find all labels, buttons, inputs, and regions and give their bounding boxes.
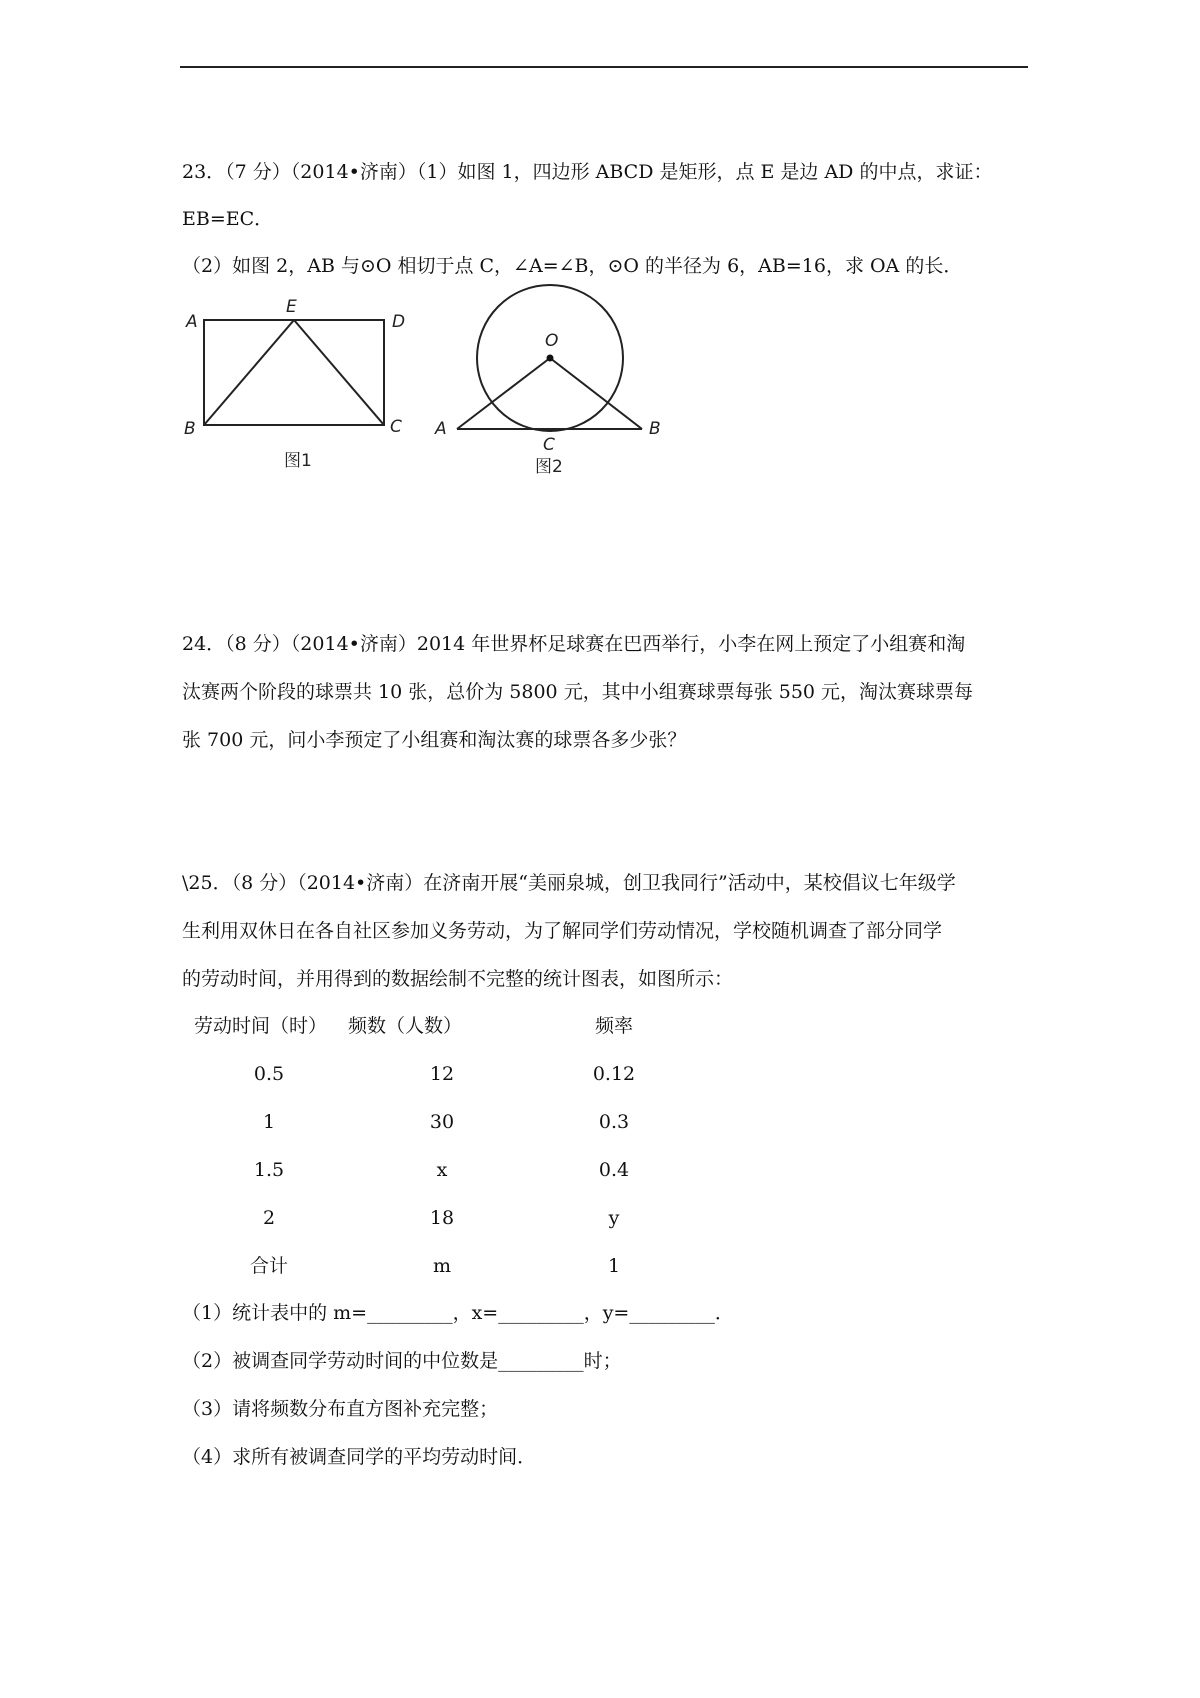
q25-line-3: 的劳动时间，并用得到的数据绘制不完整的统计图表，如图所示： bbox=[182, 968, 734, 990]
table-row-2-time: 1 bbox=[262, 1111, 276, 1133]
center-point-o bbox=[547, 355, 554, 362]
q25-sub-1: （1）统计表中的 m=_________，x=_________，y=_________． bbox=[182, 1302, 734, 1324]
label-c: C bbox=[543, 435, 555, 455]
table-row-4-frequency: 18 bbox=[429, 1207, 455, 1229]
label-c: C bbox=[390, 417, 402, 437]
q25-sub-4: （4）求所有被调查同学的平均劳动时间． bbox=[182, 1446, 537, 1468]
figure-2-caption: 图2 bbox=[535, 457, 563, 477]
table-header-frequency: 频数（人数） bbox=[348, 1015, 463, 1037]
label-d: D bbox=[392, 312, 406, 332]
table-header-time: 劳动时间（时） bbox=[194, 1015, 328, 1037]
table-row-1-frequency: 12 bbox=[429, 1063, 455, 1085]
q25-sub-2: （2）被调查同学劳动时间的中位数是_________时； bbox=[182, 1350, 622, 1372]
table-row-2-rate: 0.3 bbox=[598, 1111, 630, 1133]
label-e: E bbox=[286, 297, 297, 317]
q23-line-1: 23．（7 分）（2014•济南）（1）如图 1，四边形 ABCD 是矩形，点 E 是边 AD 的中点，求证： bbox=[182, 161, 993, 183]
segment-ec bbox=[294, 320, 384, 425]
table-row-1-rate: 0.12 bbox=[592, 1063, 636, 1085]
segment-eb bbox=[204, 320, 294, 425]
q24-line-2: 汰赛两个阶段的球票共 10 张，总价为 5800 元，其中小组赛球票每张 550 元，淘汰赛球票每 bbox=[182, 681, 974, 703]
table-row-2-frequency: 30 bbox=[429, 1111, 455, 1133]
table-row-3-frequency: x bbox=[436, 1159, 448, 1181]
label-b: B bbox=[184, 419, 196, 439]
figure-2-circle bbox=[425, 282, 675, 482]
table-row-4-time: 2 bbox=[262, 1207, 276, 1229]
header-rule bbox=[180, 66, 1028, 68]
figure-1-rectangle bbox=[180, 290, 420, 480]
q23-line-2: EB=EC． bbox=[182, 208, 274, 230]
table-row-total-time: 合计 bbox=[249, 1255, 288, 1277]
q25-sub-3: （3）请将频数分布直方图补充完整； bbox=[182, 1398, 499, 1420]
label-a: A bbox=[186, 312, 198, 332]
q25-line-2: 生利用双休日在各自社区参加义务劳动，为了解同学们劳动情况，学校随机调查了部分同学 bbox=[182, 920, 943, 942]
table-row-total-rate: 1 bbox=[607, 1255, 621, 1277]
table-header-rate: 频率 bbox=[594, 1015, 633, 1037]
segment-oa bbox=[457, 358, 550, 429]
rect-abcd bbox=[204, 320, 384, 425]
table-row-total-frequency: m bbox=[432, 1255, 452, 1277]
q23-line-3: （2）如图 2，AB 与⊙O 相切于点 C，∠A=∠B，⊙O 的半径为 6，AB=16，求 OA 的长． bbox=[182, 255, 963, 277]
table-row-1-time: 0.5 bbox=[253, 1063, 285, 1085]
q24-line-3: 张 700 元，问小李预定了小组赛和淘汰赛的球票各多少张？ bbox=[182, 729, 687, 751]
table-row-3-rate: 0.4 bbox=[598, 1159, 630, 1181]
q24-line-1: 24．（8 分）（2014•济南）2014 年世界杯足球赛在巴西举行，小李在网上预定了小组赛和淘 bbox=[182, 633, 966, 655]
segment-ob bbox=[550, 358, 642, 429]
figure-1-caption: 图1 bbox=[284, 451, 312, 471]
label-b: B bbox=[649, 419, 661, 439]
label-a: A bbox=[435, 419, 447, 439]
table-row-3-time: 1.5 bbox=[253, 1159, 285, 1181]
label-o: O bbox=[545, 331, 559, 351]
q25-line-1: \25．（8 分）（2014•济南）在济南开展“美丽泉城，创卫我同行”活动中，某校倡议七年级学 bbox=[182, 872, 956, 894]
table-row-4-rate: y bbox=[608, 1207, 620, 1229]
